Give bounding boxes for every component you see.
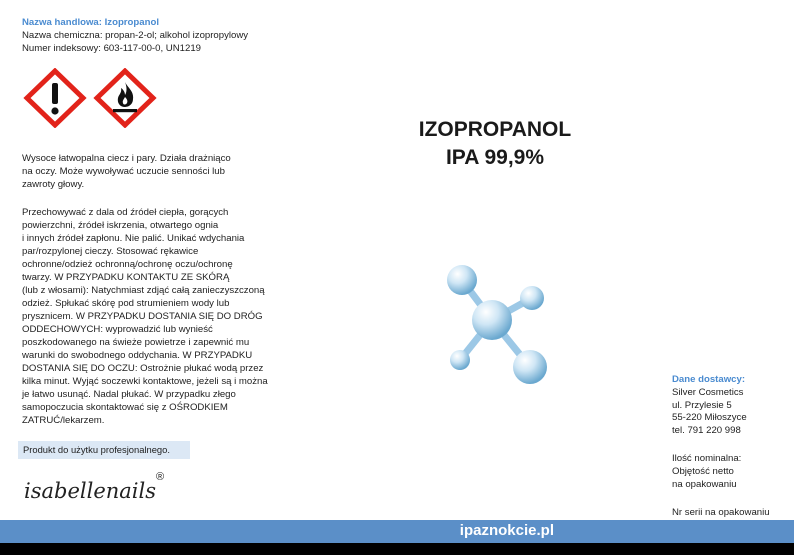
supplier-info: [672, 374, 794, 438]
precaution-line: i innych źródeł zapłonu. Nie palić. Unikać wdychania: [22, 233, 245, 244]
nominal-line: na opakowaniu: [672, 478, 737, 490]
ghs-pictograms: [22, 68, 162, 128]
precaution-line: poszkodowanego na świeże powietrze i zapewnić mu: [22, 337, 250, 348]
precaution-line: prysznicem. W PRZYPADKU DOSTANIA SIĘ DO DRÓG: [22, 311, 263, 322]
nominal-quantity: [672, 453, 794, 491]
batch-number: Nr serii na opakowaniu: [672, 507, 770, 518]
product-title: [360, 116, 630, 172]
footer-bar: [0, 520, 794, 543]
precautionary-statements: [22, 206, 297, 427]
precaution-line: ZATRUĆ/lekarzem.: [22, 415, 105, 426]
professional-use-note: Produkt do użytku profesjonalnego.: [18, 441, 190, 459]
exclamation-mark-icon: [22, 68, 88, 128]
precaution-line: powierzchni, źródeł iskrzenia, otwartego ognia: [22, 220, 219, 231]
product-identity: [22, 16, 284, 55]
supplier-heading: Dane dostawcy:: [672, 374, 746, 385]
title-line-1: IZOPROPANOL: [418, 118, 572, 141]
supplier-line: tel. 791 220 998: [672, 425, 741, 437]
precaution-line: ODDECHOWYCH: wyprowadzić lub wynieść: [22, 324, 213, 335]
nominal-line: Objętość netto: [672, 465, 734, 477]
precaution-line: DOSTANIA SIĘ DO OCZU: Ostrożnie płukać wodą przez: [22, 363, 264, 374]
precaution-line: par/rozpylonej cieczy. Stosować rękawice: [22, 246, 199, 257]
brand-logo-text: isabellenails: [24, 479, 156, 503]
precaution-line: je łatwo usunąć. Nadal płukać. W przypadku złego: [22, 389, 236, 400]
registered-mark: ®: [156, 471, 165, 483]
hazard-statements: [22, 152, 297, 191]
precaution-line: samopoczucia skontaktować się z OŚRODKIEM: [22, 402, 228, 413]
precaution-line: kilka minut. Wyjąć soczewki kontaktowe, jeżeli są i można: [22, 376, 268, 387]
precaution-line: odzież. Spłukać skórę pod strumieniem wody lub: [22, 298, 230, 309]
website-url: ipaznokcie.pl: [459, 522, 554, 539]
precaution-line: (lub z włosami): Natychmiast zdjąć całą zanieczyszczoną: [22, 285, 265, 296]
precaution-line: Przechowywać z dala od źródeł ciepła, gorących: [22, 207, 229, 218]
title-line-2: IPA 99,9%: [445, 146, 545, 169]
precaution-line: warunki do swobodnego oddychania. W PRZYPADKU: [22, 350, 253, 361]
precaution-line: twarzy. W PRZYPADKU KONTAKTU ZE SKÓRĄ: [22, 272, 230, 283]
chemical-name: Nazwa chemiczna: propan-2-ol; alkohol izopropylowy: [22, 30, 249, 41]
hazard-line: Wysoce łatwopalna ciecz i pary. Działa drażniąco: [22, 153, 231, 164]
hazard-line: na oczy. Może wywoływać uczucie senności lub: [22, 166, 225, 177]
supplier-line: 55-220 Miłoszyce: [672, 412, 747, 424]
trade-name: Nazwa handlowa: Izopropanol: [22, 17, 159, 28]
molecule-icon: [432, 252, 562, 392]
nominal-line: Ilość nominalna:: [672, 453, 742, 464]
supplier-line: Silver Cosmetics: [672, 386, 744, 398]
supplier-line: ul. Przylesie 5: [672, 399, 732, 411]
flame-icon: [92, 68, 158, 128]
brand-logo: [22, 466, 172, 508]
hazard-line: zawroty głowy.: [22, 179, 85, 190]
index-number: Numer indeksowy: 603-117-00-0, UN1219: [22, 43, 201, 54]
precaution-line: ochronne/odzież ochronną/ochronę oczu/ochronę: [22, 259, 233, 270]
